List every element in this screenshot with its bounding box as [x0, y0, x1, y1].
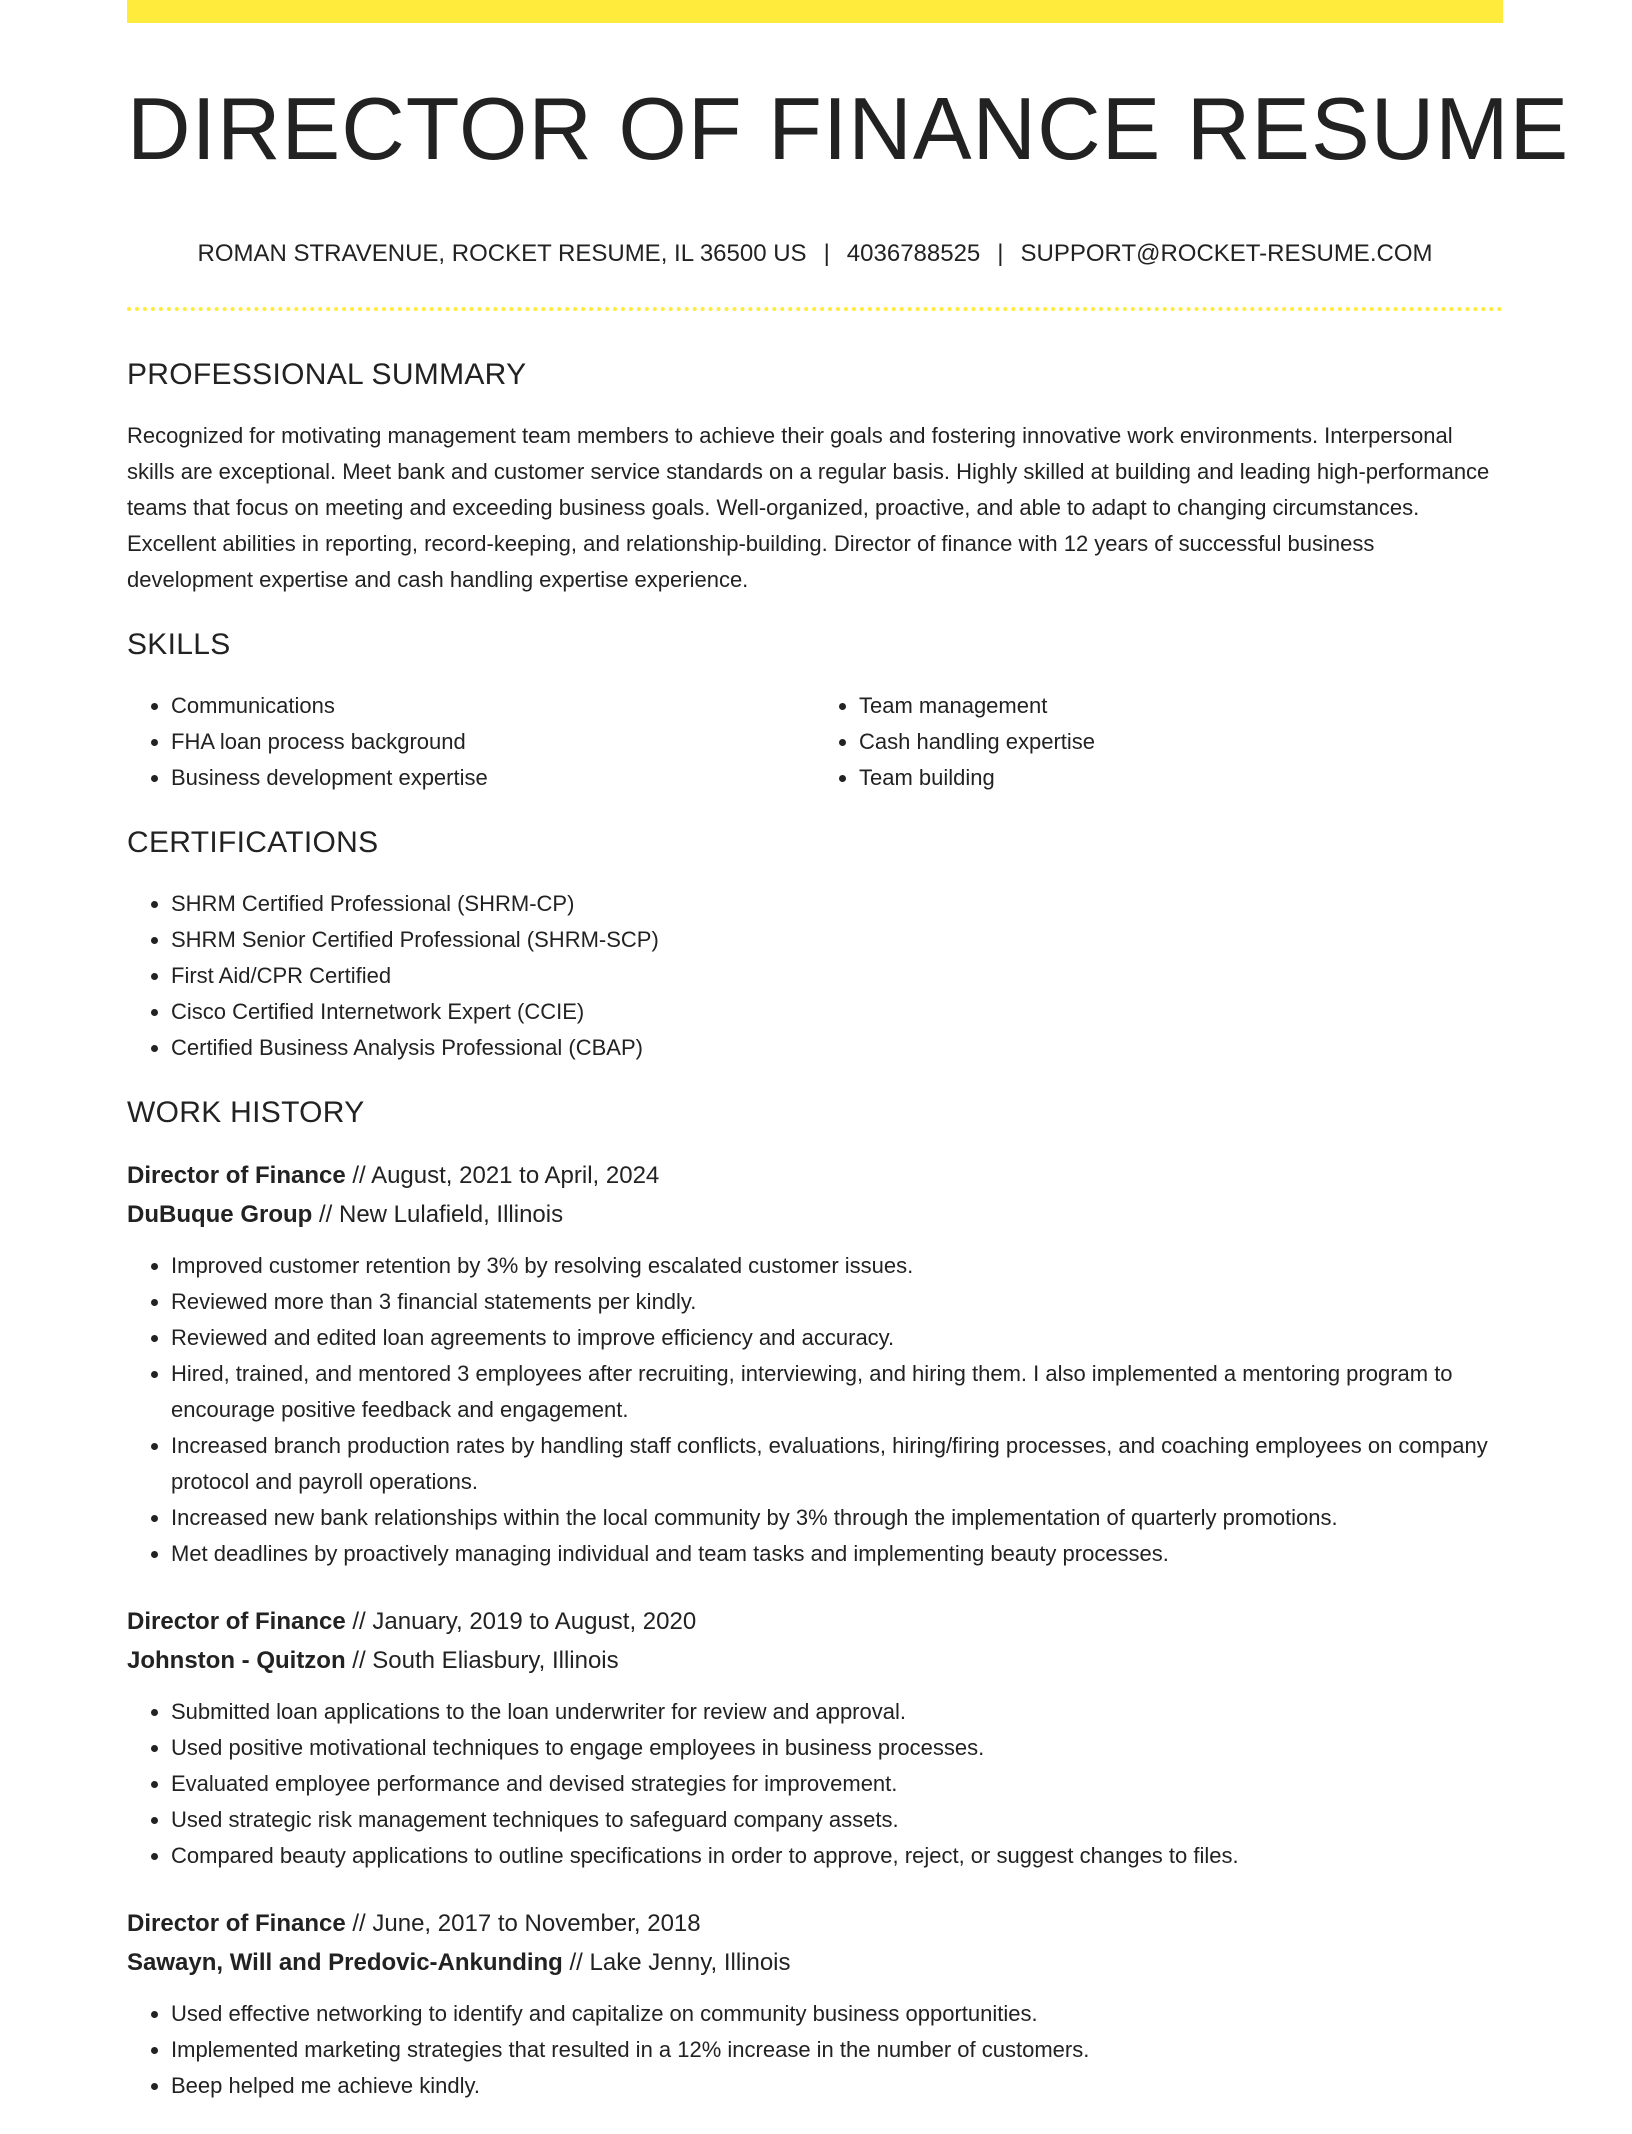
job-bullet: • Met deadlines by proactively managing individual and team tasks and implementing beauty processes. [171, 1536, 1503, 1572]
top-accent-bar [127, 0, 1503, 23]
summary-heading: PROFESSIONAL SUMMARY [127, 358, 527, 391]
job-company-line [127, 1195, 1503, 1234]
job-title: Director of Finance [127, 1910, 346, 1937]
contact-line [127, 236, 1503, 272]
job-title: Director of Finance [127, 1608, 346, 1635]
contact-separator: | [823, 240, 830, 267]
job-bullet: • Hired, trained, and mentored 3 employees after recruiting, interviewing, and hiring them. I also implemented a mentoring program to encourage positive feedback and engagement. [171, 1356, 1503, 1428]
job-bullet: • Used effective networking to identify and capitalize on community business opportunities. [171, 1996, 1503, 2032]
certifications-heading: CERTIFICATIONS [127, 826, 379, 859]
skill-item: • Business development expertise [171, 760, 815, 796]
job-bullets [127, 1694, 1503, 1874]
job-location: // New Lulafield, Illinois [312, 1201, 564, 1228]
job-bullets [127, 1248, 1503, 1572]
work-history-heading: WORK HISTORY [127, 1096, 365, 1129]
skills-section [127, 622, 1503, 820]
job-company-line [127, 1943, 1503, 1982]
resume-content [127, 352, 1503, 2134]
skills-left-list [127, 688, 815, 796]
job-bullet: • Improved customer retention by 3% by resolving escalated customer issues. [171, 1248, 1503, 1284]
job-bullet: • Submitted loan applications to the loan underwriter for review and approval. [171, 1694, 1503, 1730]
job-bullet: • Used positive motivational techniques to engage employees in business processes. [171, 1730, 1503, 1766]
job-entry [127, 1156, 1503, 1572]
job-dates: // June, 2017 to November, 2018 [345, 1910, 701, 1937]
certification-item: • SHRM Senior Certified Professional (SHRM-SCP) [171, 922, 1503, 958]
certifications-section [127, 820, 1503, 1066]
job-location: // South Eliasbury, Illinois [345, 1647, 619, 1674]
certification-item: • SHRM Certified Professional (SHRM-CP) [171, 886, 1503, 922]
contact-address: ROMAN STRAVENUE, ROCKET RESUME, IL 36500 US [197, 240, 807, 267]
skills-heading: SKILLS [127, 628, 231, 661]
job-bullet: • Beep helped me achieve kindly. [171, 2068, 1503, 2104]
job-bullet: • Used strategic risk management techniques to safeguard company assets. [171, 1802, 1503, 1838]
contact-email: SUPPORT@ROCKET-RESUME.COM [1020, 240, 1433, 267]
skill-item: • Communications [171, 688, 815, 724]
summary-section [127, 352, 1503, 598]
skill-item: • Cash handling expertise [859, 724, 1503, 760]
job-bullet: • Evaluated employee performance and devised strategies for improvement. [171, 1766, 1503, 1802]
certification-item: • First Aid/CPR Certified [171, 958, 1503, 994]
job-title-line [127, 1904, 1503, 1943]
job-bullet: • Reviewed more than 3 financial statements per kindly. [171, 1284, 1503, 1320]
job-bullet: • Implemented marketing strategies that resulted in a 12% increase in the number of customers. [171, 2032, 1503, 2068]
resume-title: DIRECTOR OF FINANCE RESUME [127, 79, 1570, 178]
job-title: Director of Finance [127, 1162, 346, 1189]
job-bullet: • Compared beauty applications to outline specifications in order to approve, reject, or suggest changes to files. [171, 1838, 1503, 1874]
job-bullet: • Reviewed and edited loan agreements to improve efficiency and accuracy. [171, 1320, 1503, 1356]
job-dates: // August, 2021 to April, 2024 [345, 1162, 660, 1189]
contact-separator: | [997, 240, 1004, 267]
skill-item: • Team building [859, 760, 1503, 796]
certification-item: • Certified Business Analysis Professional (CBAP) [171, 1030, 1503, 1066]
job-title-line [127, 1156, 1503, 1195]
summary-text: Recognized for motivating management team members to achieve their goals and fostering innovative work environments. Interpersonal skills are exceptional. Meet bank and customer service standards on a regular basis. Highly skilled at building and leading high-performance teams that focus on meeting and exceeding business goals. Well-organized, proactive, and able to adapt to changing circumstances. Excellent abilities in reporting, record-keeping, and relationship-building. Director of finance with 12 years of successful business development expertise and cash handling expertise experience. [127, 423, 1490, 592]
job-entry [127, 1602, 1503, 1874]
job-bullet: • Increased branch production rates by handling staff conflicts, evaluations, hiring/firing processes, and coaching employees on company protocol and payroll operations. [171, 1428, 1503, 1500]
contact-phone: 4036788525 [846, 240, 981, 267]
job-company: Sawayn, Will and Predovic-Ankunding [127, 1949, 563, 1976]
job-entry [127, 1904, 1503, 2104]
skill-item: • FHA loan process background [171, 724, 815, 760]
job-bullet: • Increased new bank relationships within the local community by 3% through the implementation of quarterly promotions. [171, 1500, 1503, 1536]
certifications-list [127, 886, 1503, 1066]
job-bullets [127, 1996, 1503, 2104]
job-title-line [127, 1602, 1503, 1641]
skills-columns [127, 688, 1503, 820]
job-company: Johnston - Quitzon [127, 1647, 346, 1674]
work-history-section [127, 1090, 1503, 2104]
job-company: DuBuque Group [127, 1201, 313, 1228]
certification-item: • Cisco Certified Internetwork Expert (CCIE) [171, 994, 1503, 1030]
job-company-line [127, 1641, 1503, 1680]
dotted-divider [127, 307, 1503, 311]
job-dates: // January, 2019 to August, 2020 [345, 1608, 697, 1635]
skills-right-list [815, 688, 1503, 796]
job-location: // Lake Jenny, Illinois [562, 1949, 791, 1976]
skill-item: • Team management [859, 688, 1503, 724]
